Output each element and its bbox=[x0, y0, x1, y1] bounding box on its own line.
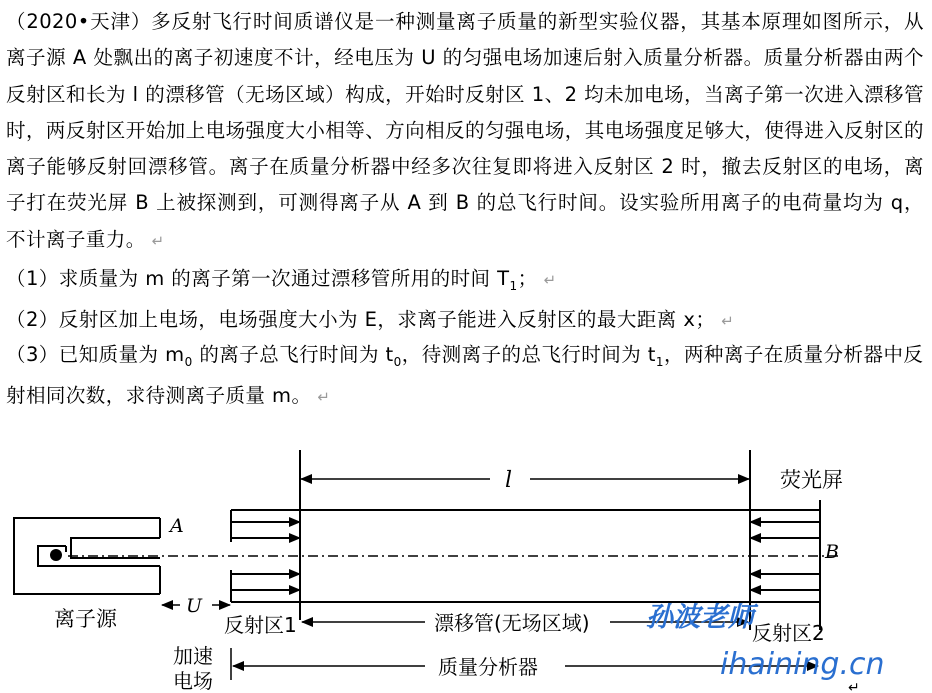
label-l: l bbox=[505, 468, 513, 493]
ion-source bbox=[14, 518, 160, 594]
label-accel-2: 电场 bbox=[173, 669, 213, 693]
reflector-1 bbox=[231, 450, 750, 620]
label-ion-source: 离子源 bbox=[54, 607, 117, 631]
subscript: 1 bbox=[655, 354, 664, 369]
label-B: B bbox=[825, 541, 839, 563]
subscript: 1 bbox=[509, 278, 518, 293]
question-2: （2）反射区加上电场，电场强度大小为 E，求离子能进入反射区的最大距离 x； ↵ bbox=[6, 307, 735, 331]
label-mass-analyzer: 质量分析器 bbox=[438, 655, 538, 679]
subscript: 0 bbox=[184, 354, 193, 369]
return-mark-icon: ↵ bbox=[721, 311, 735, 330]
label-drift-tube: 漂移管(无场区域) bbox=[434, 611, 590, 635]
return-mark-icon: ↵ bbox=[317, 387, 331, 406]
label-reflector-2: 反射区2 bbox=[752, 621, 825, 645]
question-3: （3）已知质量为 $m_0$ 的离子总飞行时间为 $t_0$，待测离子的总飞行时间为 $t_1$，两种离子在质量分析器中反射相同次数，求待测离子质量 m。 ↵ bbox=[6, 342, 924, 407]
problem-intro: （2020•天津）多反射飞行时间质谱仪是一种测量离子质量的新型实验仪器，其基本原理如图所示，从离子源 A 处飘出的离子初速度不计，经电压为 U 的匀强电场加速后射入质量分析器。质量分析器由两个反射区和长为 l 的漂移管（无场区域）构成，开始时反射区 1、2 均未加电场，当离子第一次进入漂移管时，两反射区开始加上电场强度大小相等、方向相反的匀强电场，其电场强度足够大，使得进入反射区的离子能够反射回漂移管。离子在质量分析器中经多次往复即将进入反射区 2 时，撤去反射区的电场，离子打在荧光屏 B 上被探测到，可测得离子从 A 到 B 的总飞行时间。设实验所用离子的电荷量均为 q，不计离子重力。 ↵ bbox=[6, 10, 924, 251]
problem-text bbox=[6, 4, 924, 414]
return-mark-icon: ↵ bbox=[151, 231, 165, 250]
watermark-teacher: 孙波老师 bbox=[646, 602, 754, 633]
label-U: U bbox=[186, 595, 203, 617]
subscript: 0 bbox=[393, 354, 402, 369]
return-mark-icon: ↵ bbox=[543, 271, 557, 290]
label-accel-1: 加速 bbox=[173, 644, 213, 668]
watermark-url: ihaining.cn bbox=[720, 647, 885, 682]
label-screen: 荧光屏 bbox=[780, 468, 843, 492]
label-A: A bbox=[170, 515, 184, 537]
question-1: （1）求质量为 m 的离子第一次通过漂移管所用的时间 $T_1$； ↵ bbox=[6, 267, 557, 293]
apparatus-diagram bbox=[0, 430, 932, 693]
label-reflector-1: 反射区1 bbox=[224, 613, 297, 637]
return-mark-icon: ↵ bbox=[848, 680, 860, 693]
